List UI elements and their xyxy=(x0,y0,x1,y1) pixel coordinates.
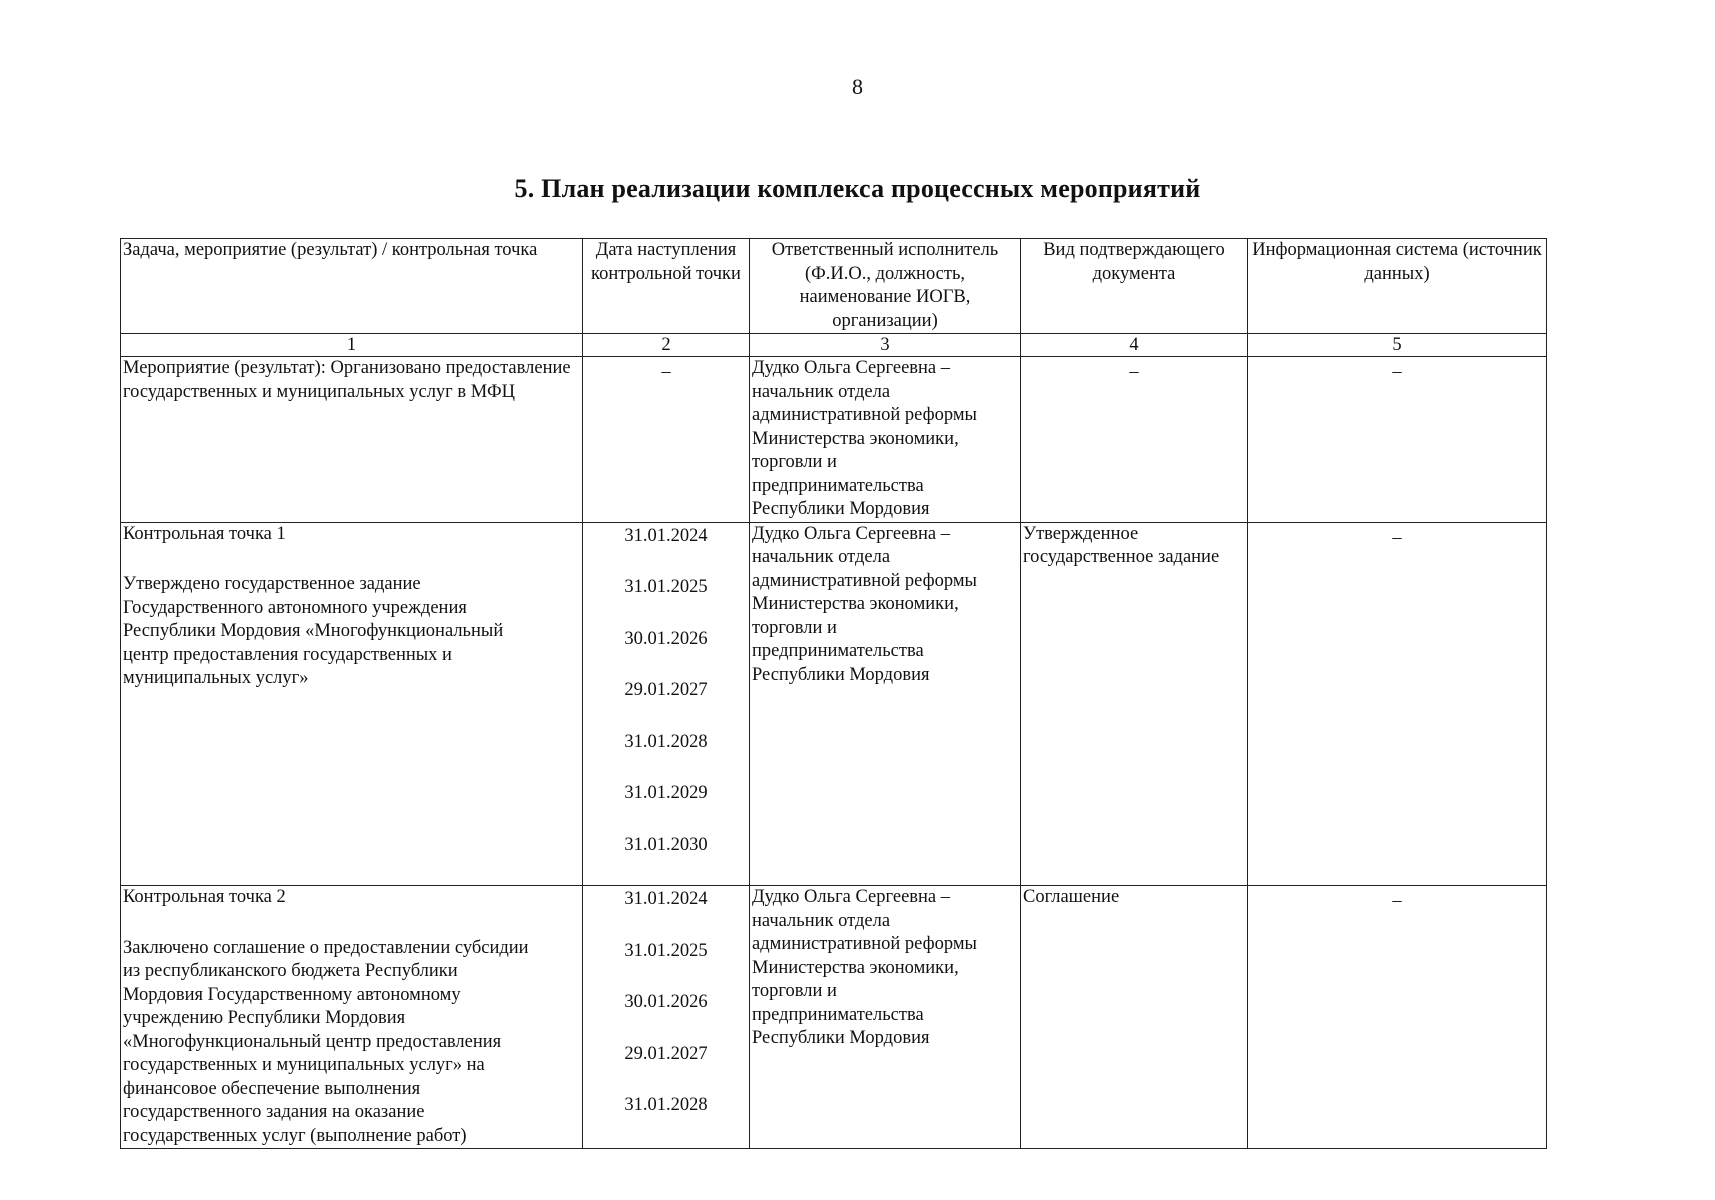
control-point-title: Контрольная точка 1 xyxy=(123,523,286,544)
document-dash: – xyxy=(1129,362,1139,382)
date-cell xyxy=(583,357,750,523)
control-point-text: Заключено соглашение о предоставлении субсидии из республиканского бюджета Республики Мордовия Государственному автономному учреждению Республики Мордовия «Многофункциональный центр предоставления государственных и муниципальных услуг» на финансовое обеспечение выполнения государственного задания на оказание государственных услуг (выполнение работ) xyxy=(123,937,529,1146)
table-row xyxy=(121,522,1547,886)
date-list xyxy=(585,523,747,886)
column-number: 2 xyxy=(583,334,750,357)
document-text: Утвержденное государственное задание xyxy=(1023,523,1220,567)
control-point-text: Утверждено государственное задание Государственного автономного учреждения Республики Мордовия «Многофункциональный центр предоставления государственных и муниципальных услуг» xyxy=(123,574,504,688)
control-date: 30.01.2026 xyxy=(624,628,708,649)
control-date: 31.01.2028 xyxy=(624,731,708,752)
column-number: 5 xyxy=(1248,334,1547,357)
header-date: Дата наступления контрольной точки xyxy=(583,239,750,334)
responsible-cell xyxy=(750,357,1021,523)
system-dash: – xyxy=(1392,527,1402,548)
responsible-cell xyxy=(750,886,1021,1149)
control-date: 31.01.2024 xyxy=(624,889,708,909)
responsible-text: Дудко Ольга Сергеевна – начальник отдела административной реформы Министерства экономики, торговли и предпринимательства Республики Мордовия xyxy=(752,523,977,685)
section-title: 5. План реализации комплекса процессных мероприятий xyxy=(514,174,1201,203)
column-number-row xyxy=(121,334,1547,357)
control-date: 30.01.2026 xyxy=(624,992,708,1012)
control-date: 29.01.2027 xyxy=(624,1043,708,1064)
system-dash: – xyxy=(1392,362,1402,382)
task-cell xyxy=(121,886,583,1149)
table-row xyxy=(121,886,1547,1149)
table-row xyxy=(121,357,1547,523)
document-cell xyxy=(1021,357,1248,523)
control-date: 31.01.2025 xyxy=(624,577,708,597)
control-date: 31.01.2030 xyxy=(624,834,708,855)
control-date: 31.01.2029 xyxy=(624,783,708,803)
header-responsible: Ответственный исполнитель (Ф.И.О., должность, наименование ИОГВ, организации) xyxy=(750,239,1021,334)
date-cell xyxy=(583,522,750,886)
date-list xyxy=(585,886,747,1146)
table-header-row xyxy=(121,239,1547,334)
system-cell xyxy=(1248,522,1547,886)
plan-table xyxy=(120,238,1547,1149)
header-task: Задача, мероприятие (результат) / контрольная точка xyxy=(121,239,583,334)
header-system: Информационная система (источник данных) xyxy=(1248,239,1547,334)
column-number: 3 xyxy=(750,334,1021,357)
task-text: Мероприятие (результат): Организовано предоставление государственных и муниципальных услуг в МФЦ xyxy=(123,358,571,402)
system-dash: – xyxy=(1392,891,1402,911)
page-number: 8 xyxy=(852,74,863,99)
system-cell xyxy=(1248,886,1547,1149)
document-cell xyxy=(1021,886,1248,1149)
control-date: 29.01.2027 xyxy=(624,680,708,700)
responsible-text: Дудко Ольга Сергеевна – начальник отдела административной реформы Министерства экономики, торговли и предпринимательства Республики Мордовия xyxy=(752,887,977,1048)
control-date: 31.01.2024 xyxy=(624,525,708,546)
control-date: 31.01.2028 xyxy=(624,1095,708,1115)
date-dash: – xyxy=(661,362,671,382)
control-date: 31.01.2025 xyxy=(624,940,708,961)
column-number: 4 xyxy=(1021,334,1248,357)
task-cell xyxy=(121,522,583,886)
document-text: Соглашение xyxy=(1023,887,1120,907)
task-cell xyxy=(121,357,583,523)
date-cell xyxy=(583,886,750,1149)
control-point-title: Контрольная точка 2 xyxy=(123,887,286,907)
responsible-text: Дудко Ольга Сергеевна – начальник отдела административной реформы Министерства экономики, торговли и предпринимательства Республики Мордовия xyxy=(752,358,977,519)
document-cell xyxy=(1021,522,1248,886)
responsible-cell xyxy=(750,522,1021,886)
system-cell xyxy=(1248,357,1547,523)
column-number: 1 xyxy=(121,334,583,357)
header-document: Вид подтверждающего документа xyxy=(1021,239,1248,334)
